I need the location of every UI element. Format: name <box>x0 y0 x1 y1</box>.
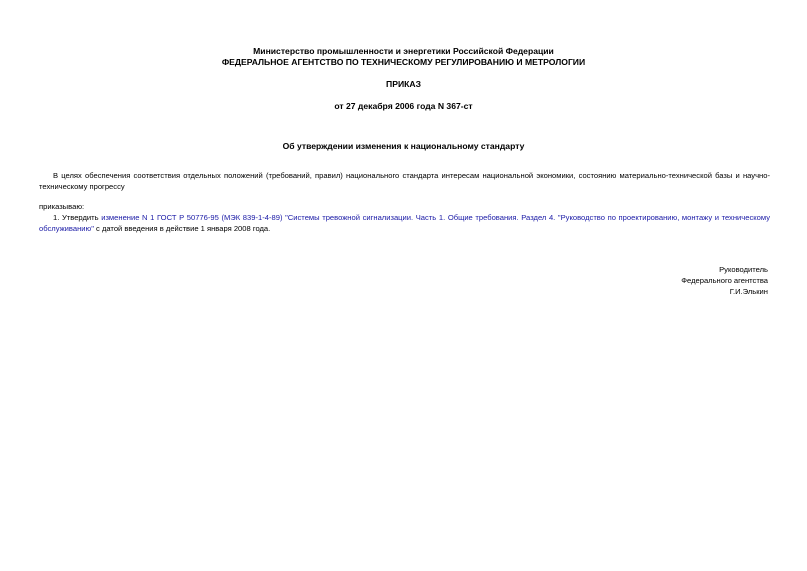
date-number-heading: от 27 декабря 2006 года N 367-ст <box>334 101 473 111</box>
agency-heading: ФЕДЕРАЛЬНОЕ АГЕНТСТВО ПО ТЕХНИЧЕСКОМУ РЕГУЛИРОВАНИЮ И МЕТРОЛОГИИ <box>221 57 586 67</box>
signature-organization: Федерального агентства <box>681 276 768 285</box>
signature-title: Руководитель <box>719 265 768 274</box>
signature-name: Г.И.Элькин <box>729 287 768 296</box>
ministry-heading: Министерство промышленности и энергетики Российской Федерации <box>253 46 554 56</box>
intro-paragraph: В целях обеспечения соответствия отдельных положений (требований, правил) национального стандарта интересам национальной экономики, состоянию материально-технической базы и научно-техническому прогрессу <box>39 171 770 191</box>
order-item-suffix: с датой введения в действие 1 января 2008 года. <box>93 224 271 233</box>
order-item-prefix: 1. Утвердить <box>53 213 102 222</box>
document-type-heading: ПРИКАЗ <box>386 79 421 89</box>
document-subject: Об утверждении изменения к национальному стандарту <box>282 141 525 151</box>
order-word: приказываю: <box>39 202 85 211</box>
standard-amendment-link[interactable]: изменение N 1 ГОСТ Р 50776-95 (МЭК 839-1-4-89) "Системы тревожной сигнализации. Часть 1. Общие требования. Раздел 4. "Руководство по проектированию, монтажу и техническому обслуживанию" <box>39 213 770 233</box>
order-item-1 <box>39 212 770 234</box>
